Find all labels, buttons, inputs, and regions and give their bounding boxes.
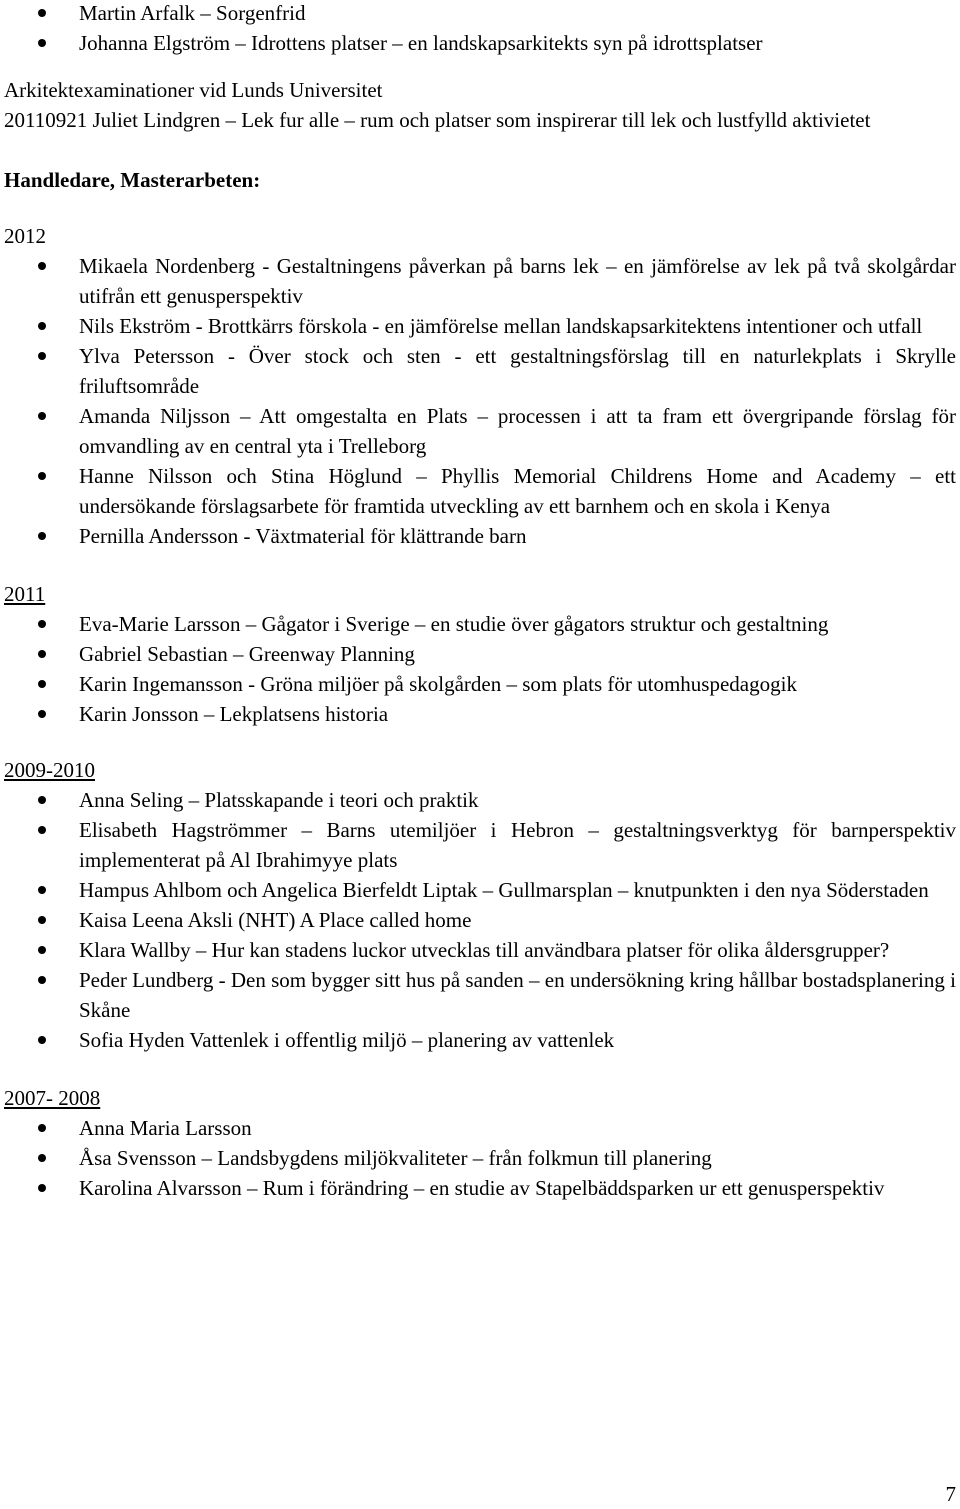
list-item: Pernilla Andersson - Växtmaterial för klättrande barn [4, 521, 956, 551]
bullet-icon [38, 9, 46, 17]
list-item: Johanna Elgström – Idrottens platser – en landskapsarkitekts syn på idrottsplatser [4, 28, 956, 58]
list-item: Nils Ekström - Brottkärrs förskola - en jämförelse mellan landskapsarkitektens intentioner och utfall [4, 311, 956, 341]
bullet-icon [38, 1154, 46, 1162]
list-item: Amanda Niljsson – Att omgestalta en Plats – processen i att ta fram ett övergripande förslag för omvandling av en central yta i Trelleborg [4, 401, 956, 461]
list-item: Mikaela Nordenberg - Gestaltningens påverkan på barns lek – en jämförelse av lek på två skolgårdar utifrån ett genusperspektiv [4, 251, 956, 311]
bullet-icon [38, 916, 46, 924]
list-2009-2010 [4, 785, 956, 1055]
list-2012 [4, 251, 956, 551]
bullet-icon [38, 826, 46, 834]
document-page [4, 0, 956, 1203]
list-item: Hanne Nilsson och Stina Höglund – Phyllis Memorial Childrens Home and Academy – ett undersökande förslagsarbete för framtida utveckling av ett barnhem och en skola i Kenya [4, 461, 956, 521]
bullet-icon [38, 352, 46, 360]
list-item: Hampus Ahlbom och Angelica Bierfeldt Liptak – Gullmarsplan – knutpunkten i den nya Söderstaden [4, 875, 956, 905]
list-item: Ylva Petersson - Över stock och sten - ett gestaltningsförslag till en naturlekplats i Skrylle friluftsområde [4, 341, 956, 401]
bullet-icon [38, 650, 46, 658]
list-item: Karin Ingemansson - Gröna miljöer på skolgården – som plats för utomhuspedagogik [4, 669, 956, 699]
list-item: Kaisa Leena Aksli (NHT) A Place called home [4, 905, 956, 935]
list-item: Sofia Hyden Vattenlek i offentlig miljö – planering av vattenlek [4, 1025, 956, 1055]
list-2007-2008 [4, 1113, 956, 1203]
bullet-icon [38, 412, 46, 420]
exams-title: Arkitektexaminationer vid Lunds Universitet [4, 78, 383, 102]
bullet-icon [38, 532, 46, 540]
bullet-icon [38, 710, 46, 718]
page-number: 7 [945, 1482, 956, 1506]
bullet-icon [38, 322, 46, 330]
bullet-icon [38, 1184, 46, 1192]
bullet-icon [38, 39, 46, 47]
bullet-icon [38, 1124, 46, 1132]
list-item: Elisabeth Hagströmmer – Barns utemiljöer i Hebron – gestaltningsverktyg för barnperspektiv implementerat på Al Ibrahimyye plats [4, 815, 956, 875]
bullet-icon [38, 472, 46, 480]
list-2011 [4, 609, 956, 729]
bullet-icon [38, 976, 46, 984]
list-item: Klara Wallby – Hur kan stadens luckor utvecklas till användbara platser för olika åldersgrupper? [4, 935, 956, 965]
year-heading-2007-2008: 2007- 2008 [4, 1086, 101, 1110]
list-item: Karin Jonsson – Lekplatsens historia [4, 699, 956, 729]
list-item: Eva-Marie Larsson – Gågator i Sverige – en studie över gågators struktur och gestaltning [4, 609, 956, 639]
top-list [4, 0, 956, 58]
list-item: Anna Seling – Platsskapande i teori och praktik [4, 785, 956, 815]
bullet-icon [38, 620, 46, 628]
list-item: Peder Lundberg - Den som bygger sitt hus på sanden – en undersökning kring hållbar bostadsplanering i Skåne [4, 965, 956, 1025]
list-item: Anna Maria Larsson [4, 1113, 956, 1143]
bullet-icon [38, 262, 46, 270]
bullet-icon [38, 946, 46, 954]
bullet-icon [38, 796, 46, 804]
exams-entry: 20110921 Juliet Lindgren – Lek fur alle – rum och platser som inspirerar till lek och lustfylld aktivietet [4, 108, 871, 132]
list-item: Martin Arfalk – Sorgenfrid [4, 0, 956, 28]
list-item: Karolina Alvarsson – Rum i förändring – en studie av Stapelbäddsparken ur ett genusperspektiv [4, 1173, 956, 1203]
year-heading-2012: 2012 [4, 224, 46, 248]
year-heading-2009-2010: 2009-2010 [4, 758, 95, 782]
bullet-icon [38, 680, 46, 688]
bullet-icon [38, 886, 46, 894]
supervisor-heading: Handledare, Masterarbeten: [4, 168, 261, 192]
list-item: Åsa Svensson – Landsbygdens miljökvaliteter – från folkmun till planering [4, 1143, 956, 1173]
list-item: Gabriel Sebastian – Greenway Planning [4, 639, 956, 669]
bullet-icon [38, 1036, 46, 1044]
year-heading-2011: 2011 [4, 582, 46, 606]
